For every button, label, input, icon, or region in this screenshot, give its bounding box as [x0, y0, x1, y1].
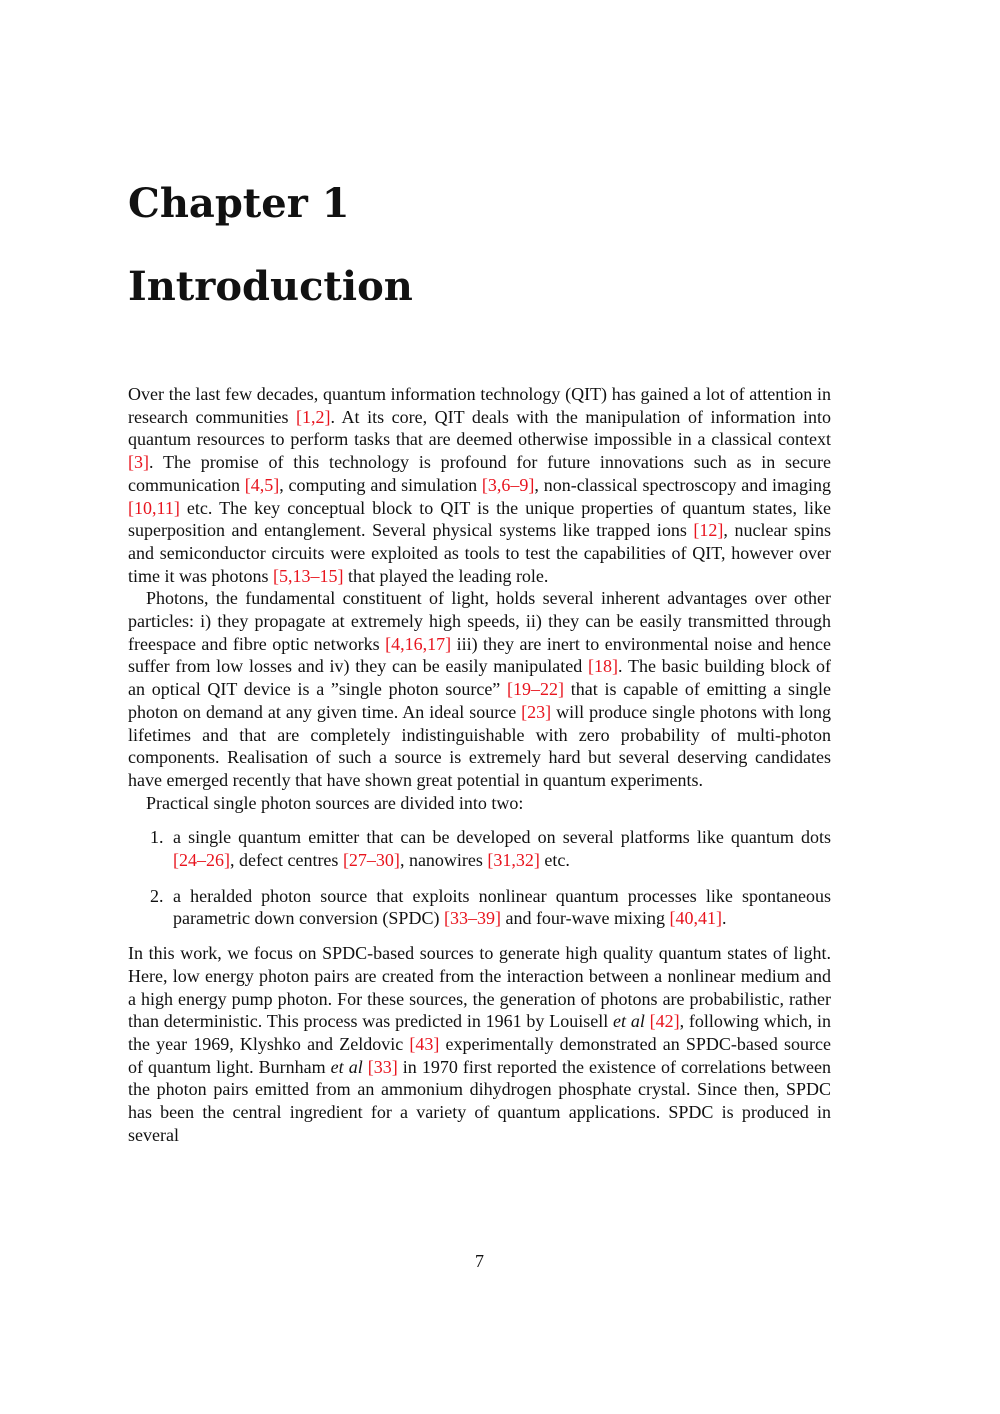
citation-link[interactable]: [43] [409, 1033, 440, 1054]
paragraph-3: Practical single photon sources are divided into two: [146, 792, 524, 813]
citation-link[interactable]: [24–26] [173, 850, 230, 871]
italic-text: et al [330, 1056, 363, 1077]
citation-link[interactable]: [12] [693, 520, 724, 541]
page [128, 0, 831, 1414]
paragraph-2: Photons, the fundamental constituent of light, holds several inherent advantages over other particles: i) they propagate at extremely high speeds, ii) they can be easily transmitted through freespace and fibre optic networks [4,16,17] iii) they are inert to environmental noise and hence suffer from low losses and iv) they can be easily manipulated [18]. The basic building block of an optical QIT device is a ”single photon source” [19–22] that is capable of emitting a single photon on demand at any given time. An ideal source [23] will produce single photons with long lifetimes and that are completely indistinguishable with zero probability of multi-photon components. Realisation of such a source is extremely hard but several deserving candidates have emerged recently that have shown great potential in quantum experiments. [128, 588, 832, 790]
citation-link[interactable]: [3] [128, 452, 149, 473]
list-item-number: 2. [150, 885, 164, 906]
citation-link[interactable]: [42] [649, 1011, 680, 1032]
italic-text: et al [613, 1011, 645, 1032]
citation-link[interactable]: [4,5] [244, 474, 280, 495]
citation-link[interactable]: [4,16,17] [385, 633, 452, 654]
paragraph-1: Over the last few decades, quantum information technology (QIT) has gained a lot of attention in research communities [1,2]. At its core, QIT deals with the manipulation of information into quantum resources to perform tasks that are deemed otherwise impossible in a classical context [3]. The promise of this technology is profound for future innovations such as in secure communication [4,5], computing and simulation [3,6–9], non-classical spectroscopy and imaging [10,11] etc. The key conceptual block to QIT is the unique properties of quantum states, like superposition and entanglement. Several physical systems like trapped ions [12], nuclear spins and semiconductor circuits were exploited as tools to test the capabilities of QIT, however over time it was photons [5,13–15] that played the leading role. [128, 384, 831, 586]
citation-link[interactable]: [5,13–15] [273, 565, 344, 586]
citation-link[interactable]: [31,32] [487, 850, 540, 871]
citation-link[interactable]: [1,2] [296, 406, 331, 427]
source-list [128, 826, 831, 930]
paragraph-4: In this work, we focus on SPDC-based sources to generate high quality quantum states of light. Here, low energy photon pairs are created from the interaction between a nonlinear medium and a high energy pump photon. For these sources, the generation of photons are probabilistic, rather than deterministic. This process was predicted in 1961 by Louisell et al [42], following which, in the year 1969, Klyshko and Zeldovic [43] experimentally demonstrated an SPDC-based source of quantum light. Burnham et al [33] in 1970 first reported the existence of correlations between the photon pairs emitted from an ammonium dihydrogen phosphate crystal. Since then, SPDC has been the central ingredient for a variety of quantum applications. SPDC is produced in several [128, 943, 832, 1145]
citation-link[interactable]: [40,41] [669, 908, 723, 929]
chapter-title: Introduction [128, 263, 413, 310]
chapter-body [128, 383, 831, 1147]
list-item-number: 1. [150, 827, 164, 848]
citation-link[interactable]: [27–30] [342, 850, 400, 871]
citation-link[interactable]: [3,6–9] [481, 474, 535, 495]
list-item: 1. a single quantum emitter that can be developed on several platforms like quantum dots [24–26], defect centres [27–30], nanowires [31,32] etc. [150, 827, 831, 871]
citation-link[interactable]: [19–22] [507, 679, 565, 700]
page-number: 7 [475, 1251, 484, 1271]
citation-link[interactable]: [18] [588, 656, 619, 677]
chapter-label: Chapter 1 [128, 180, 350, 227]
citation-link[interactable]: [33–39] [443, 908, 501, 929]
list-item: 2. a heralded photon source that exploits nonlinear quantum processes like spontaneous parametric down conversion (SPDC) [33–39] and four-wave mixing [40,41]. [150, 885, 831, 929]
citation-link[interactable]: [10,11] [128, 497, 180, 518]
citation-link[interactable]: [33] [367, 1056, 398, 1077]
citation-link[interactable]: [23] [521, 701, 552, 722]
